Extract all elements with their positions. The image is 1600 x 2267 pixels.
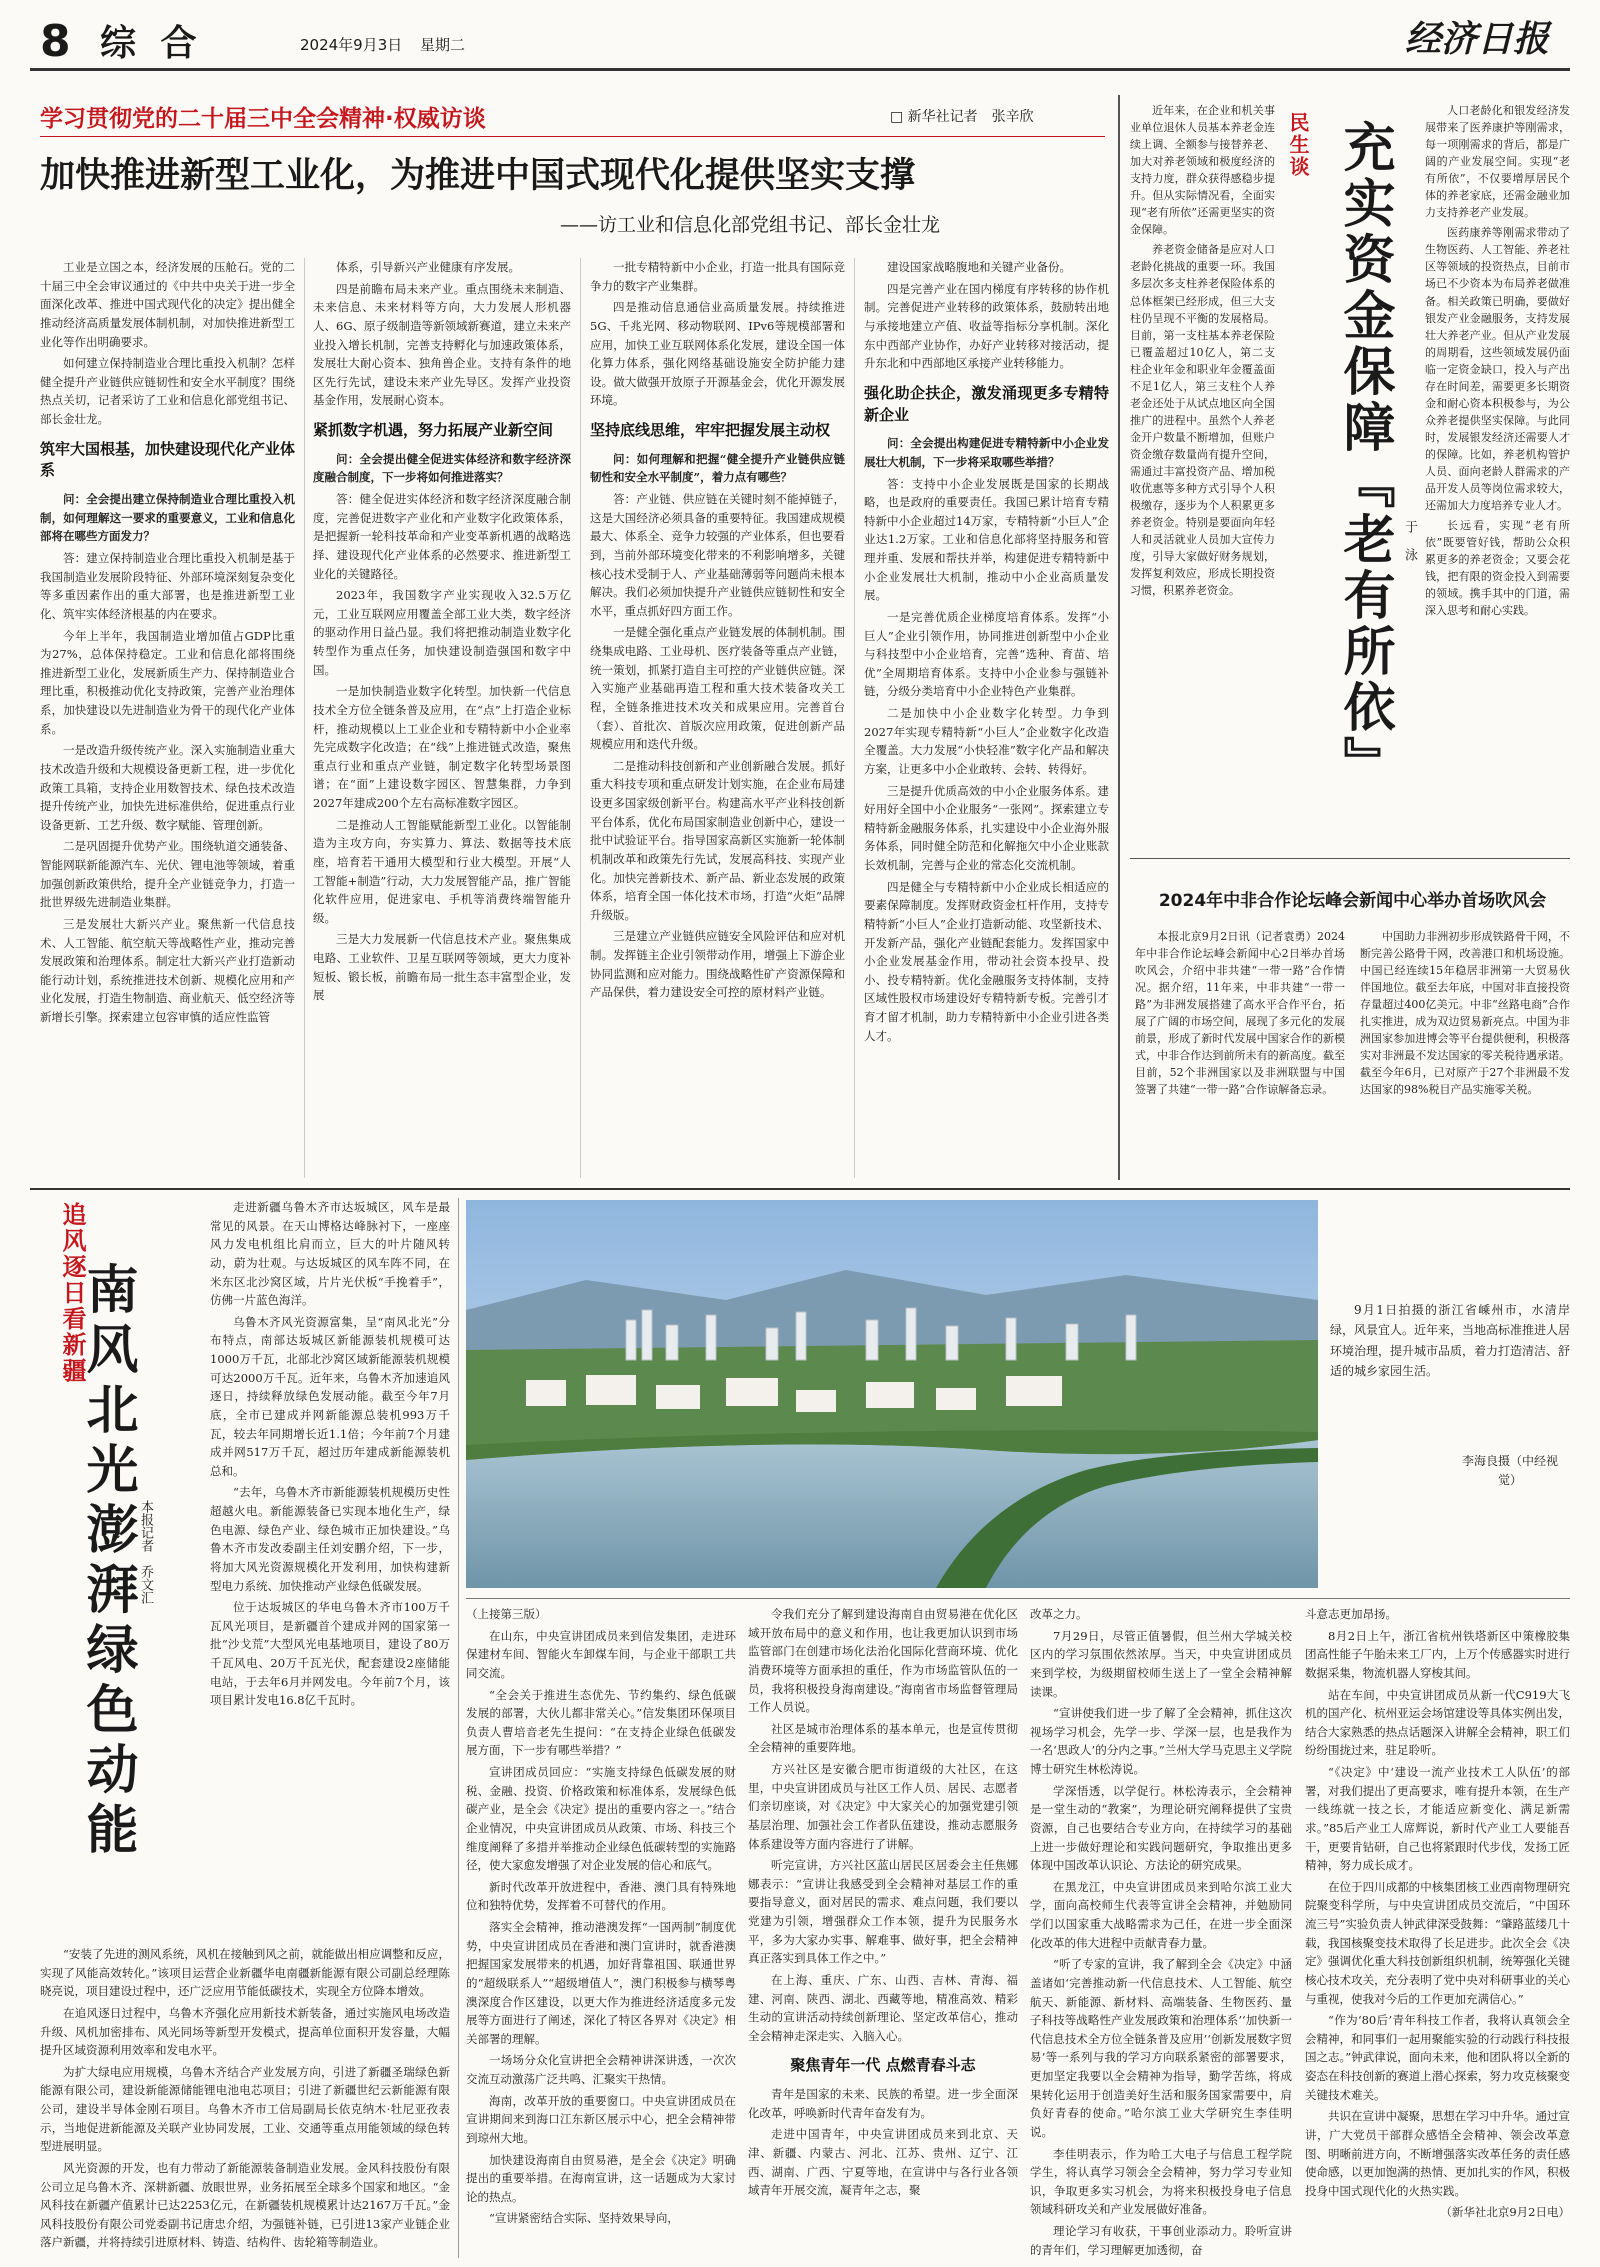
paragraph: 二是推动人工智能赋能新型工业化。以智能制造为主攻方向，夯实算力、算法、数据等技术底座，培育若干通用大模型和行业大模型。开展“人工智能+制造”行动，大力发展智能产品，推广智能化软件应用，促进家电、手机等消费终端智能升级。 bbox=[313, 817, 571, 925]
column-text-b bbox=[1425, 102, 1570, 847]
column-bottom-rule bbox=[1130, 858, 1570, 859]
paragraph: 斗意志更加昂扬。 bbox=[1305, 1607, 1397, 1621]
paragraph: 四是健全与专精特新中小企业成长相适应的要素保障制度。发挥财政资金杠杆作用，支持专精特新“小巨人”企业打造新动能、攻坚新技术、开发新产品，强化产业链配套能力。发挥国家中小企业发展基金作用，带动社会资本投早、投小、投专精特新。优化金融服务支持体制，支持区域性股权市场建设好专精特新专板。完善引才育才留才机制，助力专精特新中小企业引进各类人才。 bbox=[864, 879, 1109, 1043]
paragraph: 答：支持中小企业发展既是国家的长期战略，也是政府的重要责任。我国已累计培育专精特新中小企业超过14万家，专精特新“小巨人”企业达1.2万家。工业和信息化部将坚持服务和管理并重、发展和帮扶并举，构建促进专精特新中小企业发展壮大机制，推动中小企业高质量发展。 bbox=[864, 476, 1109, 603]
paragraph: 长远看，实现“老有所依”既要管好钱，帮助公众积累更多的养老资金；又要会花钱，把有限的资金投入到需要的领域。携手其中的门道，需深入思考和耐心实践。 bbox=[1425, 519, 1570, 618]
paragraph: 答：建立保持制造业合理比重投入机制是基于我国制造业发展阶段特征、外部环境深刻复杂变化等多重因素作出的重大部署，也是推进新型工业化、筑牢实体经济根基的内在要求。 bbox=[40, 551, 295, 621]
paragraph: 为扩大绿电应用规模，乌鲁木齐结合产业发展方向，引进了新疆圣瑞绿色新能源有限公司，建设新能源储能锂电池电芯项目；引进了新疆世纪云新能源有限公司，建设半导体金刚石项目。乌鲁木齐市工信局副局长依克纳木·牡尼亚孜表示，当地促进新能源及关联产业协同发展，工业、交通等重点用能领域的绿色转型进展明显。 bbox=[40, 2064, 450, 2154]
masthead-rule bbox=[30, 68, 1570, 71]
paragraph: 2023年，我国数字产业实现收入32.5万亿元，工业互联网应用覆盖全部工业大类，数字经济的驱动作用日益凸显。我们将把推动制造业数字化转型作为重点任务，加快建设制造强国和数字中国。 bbox=[313, 588, 571, 677]
forum-headline: 2024年中非合作论坛峰会新闻中心举办首场吹风会 bbox=[1158, 891, 1547, 911]
paragraph: 新时代改革开放进程中，香港、澳门具有特殊地位和独特优势，发挥着不可替代的作用。 bbox=[466, 1879, 736, 1913]
column-author: 于 泳 bbox=[1402, 520, 1417, 561]
lead-subtitle: ——访工业和信息化部党组书记、部长金壮龙 bbox=[560, 214, 941, 236]
paragraph: 海南，改革开放的重要窗口。中央宣讲团成员在宣讲期间来到海口江东新区展示中心，把全会精神带到琼州大地。 bbox=[466, 2093, 736, 2145]
continued-column-3 bbox=[1030, 1605, 1292, 2260]
paragraph: 建设国家战略腹地和关键产业备份。 bbox=[887, 260, 1071, 274]
continued-column-1 bbox=[466, 1605, 736, 2260]
lead-column-2 bbox=[313, 258, 571, 1180]
paragraph: 方兴社区是安徽合肥市街道级的大社区，在这里，中央宣讲团成员与社区工作人员、居民、志愿者们亲切座谈，对《决定》中大家关心的加强党建引领基层治理、加强社会工作者队伍建设，推动志愿服务体系建设等方面内容进行了讲解。 bbox=[748, 1762, 1018, 1851]
section-heading: 筑牢大国根基，加快建设现代化产业体系 bbox=[40, 439, 295, 480]
paragraph: “去年，乌鲁木齐市新能源装机规模历史性超越火电。新能源装备已实现本地化生产，绿色电源、绿色产业、绿色城市正加快建设。”乌鲁木齐市发改委副主任刘安鹏介绍，下一步，将加大风光资源规模化开发利用，加快构建新型电力系统、加快推动产业绿色低碳发展。 bbox=[210, 1485, 450, 1593]
paragraph: 宣讲团成员回应：“实施支持绿色低碳发展的财税、金融、投资、价格政策和标准体系，发展绿色低碳产业，是全会《决定》提出的重要内容之一。”结合企业情况，中央宣讲团成员从政策、市场、科技三个维度阐释了多措并举推动企业绿色低碳转型的实施路径，使大家愈发增强了对企业发展的信心和底气。 bbox=[466, 1765, 736, 1873]
lead-top-rule bbox=[40, 136, 1105, 137]
paragraph: “《决定》中‘建设一流产业技术工人队伍’的部署，对我们提出了更高要求，唯有提升本领，在生产一线练就一技之长，才能适应新变化、满足新需求。”85后产业工人席辉说，新时代产业工人要能吾干，更要肯钻研，自己也将紧跟时代步伐，发扬工匠精神，努力成长成才。 bbox=[1305, 1765, 1570, 1873]
paragraph: 在位于四川成都的中核集团核工业西南物理研究院聚变科学所，与中央宣讲团成员交流后，“中国环流三号”实验负责人钟武律深受鼓舞：“肇路蓝缕几十载，我国核聚变技术取得了长足进步。此次全会《决定》强调优化重大科技创新组织机制，统筹强化关键核心技术攻关，充分表明了党中央对科研事业的关心与重视，使我对今后的工作更加充满信心。” bbox=[1305, 1879, 1570, 2006]
lead-column-3 bbox=[590, 258, 845, 1180]
question: 问：全会提出健全促进实体经济和数字经济深度融合制度，下一步将如何推进落实？ bbox=[313, 451, 571, 485]
column-divider bbox=[304, 258, 305, 1178]
question: 问：全会提出建立保持制造业合理比重投入机制，如何理解这一要求的重要意义，工业和信息化部将在哪些方面发力？ bbox=[40, 492, 295, 544]
feature-headline: 南风北光澎湃绿色动能 bbox=[77, 1262, 137, 1862]
paragraph: “作为‘80后’青年科技工作者，我将认真领会全会精神，和同事们一起用聚能实验的行动践行科技报国之志。”钟武律说，面向未来，他和团队将以全新的姿态在科技创新的赛道上潜心探索，努力攻克核聚变关键技术难关。 bbox=[1305, 2013, 1570, 2102]
paragraph: 三是发展壮大新兴产业。聚焦新一代信息技术、人工智能、航空航天等战略性产业，推动完善发展政策和治理体系。制定壮大新兴产业打造新动能行动计划，系统推进技术创新、规模化应用和产业化发展，打造生物制造、商业航天、低空经济等新增长引擎。探索建立包容审慎的适应性监管 bbox=[40, 916, 295, 1024]
paragraph: “宣讲紧密结合实际、坚持效果导向， bbox=[489, 2211, 679, 2226]
caption-text: 9月1日拍摄的浙江省嵊州市，水清岸绿，风景宜人。近年来，当地高标准推进人居环境治理，提升城市品质，着力打造清洁、舒适的城乡家园生活。 bbox=[1330, 1303, 1570, 1379]
right-block-divider bbox=[1118, 95, 1120, 1180]
middle-rule bbox=[30, 1188, 1570, 1190]
feature-text-narrow bbox=[210, 1198, 450, 1938]
question: 问：如何理解和把握“健全提升产业链供应链韧性和安全水平制度”，着力点有哪些？ bbox=[590, 451, 845, 485]
paragraph: 社区是城市治理体系的基本单元，也是宣传贯彻全会精神的重要阵地。 bbox=[748, 1721, 1018, 1755]
paragraph: 听完宣讲，方兴社区蓝山居民区居委会主任焦娜娜表示：“宣讲让我感受到全会精神对基层工作的重要指导意义，面对居民的需求、难点问题，我们要以党建为引领，增强群众工作本领，提升为民服务水平，多为大家办实事、解难事、做好事，把全会精神真正落实到具体工作之中。” bbox=[748, 1858, 1018, 1966]
series-banner: 学习贯彻党的二十届三中全会精神·权威访谈 bbox=[40, 106, 486, 132]
column-text-a bbox=[1130, 102, 1275, 847]
feature-series: 追风逐日看新疆 bbox=[58, 1202, 86, 1384]
continued-marker: （上接第三版） bbox=[466, 1607, 547, 1621]
paragraph: 二是推动科技创新和产业创新融合发展。抓好重大科技专项和重点研发计划实施，在企业布局建设更多国家级创新平台。构建高水平产业科技创新平台体系，优化布局国家制造业创新中心，建设一批中试验证平台。指导国家高新区实施新一轮体制机制改革和政策先行先试，发展高科技、实现产业化。加快完善新技术、新产品、新业态发展的政策体系，培育全国一体化技术市场，打造“火炬”品牌升级版。 bbox=[590, 758, 845, 922]
paragraph: 落实全会精神，推动港澳发挥“一国两制”制度优势，中央宣讲团成员在香港和澳门宣讲时，就香港澳把握国家发展带来的机遇，加好背靠祖国、联通世界的“超级联系人”“超级增值人”，澳门积极参与横琴粤澳深度合作区建设，以更大作为推进经济适度多元发展等方面进行了阐述，深化了特区各界对《决定》相关部署的理解。 bbox=[466, 1920, 736, 2046]
paragraph: 在黑龙江，中央宣讲团成员来到哈尔滨工业大学，面向高校师生代表等宣讲全会精神，并勉励同学们以国家重大战略需求为己任，在进一步全面深化改革的伟大进程中贡献青春力量。 bbox=[1030, 1879, 1292, 1950]
city-photo bbox=[466, 1200, 1318, 1588]
paragraph: 人口老龄化和银发经济发展带来了医养康护等刚需求，每一项刚需求的背后，都是广阔的产业发展空间。实现“老有所依”，不仅要增厚居民个体的养老家底，还需金融业加力支持养老产业发展。 bbox=[1425, 104, 1570, 220]
paragraph: 一是加快制造业数字化转型。加快新一代信息技术全方位全链条普及应用，在“点”上打造企业标杆，推动规模以上工业企业和专精特新中小企业率先完成数字化改造；在“线”上推进链式改造，聚焦重点行业和重点产业链，制定数字化转型场景图谱；在“面”上建设数字园区、智慧集群，力争到2027年建成200个左右高标准数字园区。 bbox=[313, 684, 571, 810]
paragraph: 加快建设海南自由贸易港，是全会《决定》明确提出的重要举措。在海南宣讲，这一话题成为大家讨论的热点。 bbox=[466, 2152, 736, 2204]
paragraph: 二是巩固提升优势产业。围绕轨道交通装备、智能网联新能源汽车、光伏、锂电池等领域，着重加强创新政策供给，提升全产业链竞争力，打造一批世界级先进制造业集群。 bbox=[40, 839, 295, 910]
paragraph: 理论学习有收获，干事创业添动力。聆听宣讲的青年们，学习理解更加透彻，奋 bbox=[1030, 2224, 1292, 2257]
lead-headline: 加快推进新型工业化，为推进中国式现代化提供坚实支撑 bbox=[40, 156, 916, 196]
paragraph: 近年来，在企业和机关事业单位退休人员基本养老金连续上调、全额参与接替养老、加大对养老领域和极度经济的支持力度，群众获得感稳步提升。但从实际情况看，全面实现“老有所依”还需更坚实的资金保障。 bbox=[1130, 104, 1275, 237]
feature-byline: 本报记者 乔文汇 bbox=[138, 1500, 153, 1604]
column-divider bbox=[580, 258, 581, 1178]
paragraph: 工业是立国之本，经济发展的压舱石。党的二十届三中全会审议通过的《中共中央关于进一步全面深化改革、推进中国式现代化的决定》提出健全推动经济高质量发展体制机制，对加快推进新型工业化等作出明确要求。 bbox=[40, 260, 295, 349]
feature-text-wide bbox=[40, 1945, 450, 2255]
photo-credit: 李海良摄（中经视觉） bbox=[1461, 1454, 1558, 1488]
photo-caption bbox=[1330, 1300, 1570, 1450]
paragraph: 中国助力非洲初步形成铁路骨干网，不断完善公路骨干网，改善港口和机场设施。中国已经连续15年稳居非洲第一大贸易伙伴国地位。截至去年底，中国对非直接投资存量超过400亿美元。中非“丝路电商”合作扎实推进，成为双边贸易新亮点。中国为非洲国家参加进博会等平台提供便利，积极落实对非洲最不发达国家的零关税待遇承诺。截至今年6月，已对原产于27个非洲最不发达国家的98%税目产品实施零关税。 bbox=[1360, 930, 1570, 1097]
photo-bottom-rule bbox=[466, 1598, 1570, 1599]
forum-column-2 bbox=[1360, 928, 1570, 1178]
paragraph: 二是加快中小企业数字化转型。力争到2027年实现专精特新“小巨人”企业数字化改造全覆盖。大力发展“小快轻准”数字化产品和解决方案，让更多中小企业敢转、会转、转得好。 bbox=[864, 706, 1109, 776]
paragraph: 四是完善产业在国内梯度有序转移的协作机制。完善促进产业转移的政策体系，鼓励转出地与承接地建立产值、收益等指标分享机制。深化东中西部产业协作，办好产业转移对接活动，提升东北和中西部地区承接产业转移能力。 bbox=[864, 281, 1109, 371]
paragraph: 一是健全强化重点产业链发展的体制机制。围绕集成电路、工业母机、医疗装备等重点产业链，统一策划，抓紧打造自主可控的产业链供应链。深入实施产业基础再造工程和重大技术装备攻关工程，全链条推进技术攻关和成果应用。完善首台（套）、首批次、首版次应用政策，促进创新产品规模应用和迭代升级。 bbox=[590, 625, 845, 752]
paragraph: 8月2日上午，浙江省杭州铁塔新区中策橡胶集团高性能子午胎未来工厂内，上万个传感器实时进行数据采集，物流机器人穿梭其间。 bbox=[1305, 1628, 1570, 1680]
paragraph: 走进中国青年，中央宣讲团成员来到北京、天津、新疆、内蒙古、河北、江苏、贵州、辽宁、江西、湖南、广西、宁夏等地，在宣讲中与各行业各领域青年开展交流，凝青年之志，聚 bbox=[748, 2127, 1018, 2198]
paragraph: 四是推动信息通信业高质量发展。持续推进5G、千兆光网、移动物联网、IPv6等规模部署和应用，加快工业互联网体系化发展，建设全国一体化算力体系，强化网络基础设施安全防护能力建设。做大做强开放原子开源基金会，优化开源发展环境。 bbox=[590, 300, 845, 408]
lead-column-4 bbox=[864, 258, 1109, 1180]
paragraph: 风光资源的开发，也有力带动了新能源装备制造业发展。金风科技股份有限公司立足乌鲁木齐、深耕新疆、放眼世界，业务拓展至全球多个国家和地区。“金风科技在新疆产值累计已达2253亿元，在新疆装机规模累计达2167万千瓦。”金风科技股份有限公司党委副书记唐忠介绍，为强链补链，已引进13家产业链企业落户新疆，并将持续引进原材料、铸造、结构件、齿轮箱等制造业。 bbox=[40, 2160, 450, 2250]
paragraph: 一是改造升级传统产业。深入实施制造业重大技术改造升级和大规模设备更新工程，进一步优化政策工具箱，支持企业用数智技术、绿色技术改造提升传统产业，加快先进标准供给，促进重点行业设备更新、工艺升级、数字赋能、管理创新。 bbox=[40, 743, 295, 832]
paragraph: 学深悟透，以学促行。林松涛表示，全会精神是一堂生动的“教案”，为理论研究阐释提供了宝贵资源，自己也要结合专业方向，在持续学习的基础上进一步做好理论和实践问题研究，争取推出更多体现中国改革认识论、方法论的研究成果。 bbox=[1030, 1783, 1292, 1873]
reporter-line: □ 新华社记者 张辛欣 bbox=[890, 109, 1034, 125]
paragraph: 养老资金储备是应对人口老龄化挑战的重要一环。我国多层次多支柱养老保险体系的总体框架已经形成，但三大支柱仍呈现不平衡的发展格局。目前，第一支柱基本养老保险已覆盖超过10亿人，第二支柱企业年金和职业年金覆盖面不足1亿人，第三支柱个人养老金还处于从试点地区向全国推广的进程中。虽然个人养老金开户数量不断增加，但账户资金缴存数量尚有提升空间，需通过丰富投资产品、增加税收优惠等多种方式引导个人积极缴存，逐步为个人积累更多养老资金。特别是要面向年轻人和灵活就业人员加大宣传力度，引导大家做好财务规划，发挥复利效应，形成长期投资习惯，积累养老资金。 bbox=[1130, 243, 1275, 598]
page-number: 8 bbox=[40, 16, 71, 67]
column-divider bbox=[854, 258, 855, 1178]
paragraph: 体系，引导新兴产业健康有序发展。 bbox=[336, 260, 520, 274]
paragraph: 三是建立产业链供应链安全风险评估和应对机制。发挥链主企业引领带动作用，增强上下游企业协同监测和应对能力。围绕战略性矿产资源保障和产品保供，着力建设安全可控的原材料产业链。 bbox=[590, 929, 845, 1000]
forum-column-1 bbox=[1135, 928, 1345, 1178]
paragraph: 在山东，中央宣讲团成员来到信发集团，走进环保建材车间、智能火车卸煤车间，与企业干部职工共同交流。 bbox=[466, 1628, 736, 1680]
paragraph: 医药康养等刚需求带动了生物医药、人工智能、养老社区等领域的投资热点，目前市场已不少资本为布局养老做准备。相关政策已明确，要做好银发产业金融服务，支持发展壮大养老产业。但从产业发展的周期看，这些领域发展仍面临一定资金缺口，投入与产出存在时间差，需要更多长期资金和耐心资本积极参与，为公众养老提供坚实保障。与此同时，发展银发经济还需要人才的保障。比如，养老机构管护人员、面向老龄人群需求的产品开发人员等岗位需求较大，还需加大力度培养专业人才。 bbox=[1425, 226, 1570, 513]
paragraph: 李佳明表示，作为哈工大电子与信息工程学院学生，将认真学习领会全会精神，努力学习专业知识，争取更多实习机会，为将来积极投身电子信息领域科研攻关和产业发展做好准备。 bbox=[1030, 2146, 1292, 2217]
paragraph: 一批专精特新中小企业，打造一批具有国际竞争力的数字产业集群。 bbox=[590, 260, 845, 293]
bottom-divider bbox=[458, 1198, 459, 2258]
paragraph: 令我们充分了解到建设海南自由贸易港在优化区域开放布局中的意义和作用，也让我更加认识到市场监管部门在创建市场化法治化国际化营商环境、优化消费环境等方面承担的重任，作为市场监管队伍的一员，我将积极投身海南建设。”海南省市场监督管理局工作人员说。 bbox=[748, 1607, 1018, 1715]
issue-weekday: 星期二 bbox=[420, 36, 466, 54]
paragraph: 走进新疆乌鲁木齐市达坂城区，风车是最常见的风景。在天山博格达峰脉衬下，一座座风力发电机组比肩而立，巨大的叶片随风转动，蔚为壮观。与达坂城区的风车阵不同，在米东区北沙窝区域，片片光伏板“手挽着手”，仿佛一片蓝色海洋。 bbox=[210, 1200, 450, 1308]
section-heading: 强化助企扶企，激发涌现更多专精特新企业 bbox=[864, 383, 1109, 424]
paragraph: 四是前瞻布局未来产业。重点围绕未来制造、未来信息、未来材料等方向，大力发展人形机器人、6G、原子级制造等新领域新赛道，建立未来产业投入增长机制，完善支持孵化与加速政策体系，发展壮大耐心资本、独角兽企业。支持有条件的地区先行先试，建设未来产业先导区。发挥产业投资基金作用，发展耐心资本。 bbox=[313, 281, 571, 408]
paragraph: 答：健全促进实体经济和数字经济深度融合制度，完善促进数字产业化和产业数字化政策体系，是把握新一轮科技革命和产业变革新机遇的战略选择、建设现代化产业体系的必然要求、推进新型工业化的关键路径。 bbox=[313, 492, 571, 581]
paragraph: 共识在宣讲中凝聚，思想在学习中升华。通过宣讲，广大党员干部群众感悟全会精神、领会改革意图、明晰前进方向，不断增强落实改革任务的责任感使命感，以更加饱满的热情、更加扎实的作风，积极投身中国式现代化的火热实践。 bbox=[1305, 2109, 1570, 2198]
paragraph: 三是大力发展新一代信息技术产业。聚焦集成电路、工业软件、卫星互联网等领域，更大力度补短板、锻长板，前瞻布局一批生态丰富型企业，发展 bbox=[313, 932, 571, 1003]
continued-column-2 bbox=[748, 1605, 1018, 2260]
column-label: 民生谈 bbox=[1286, 112, 1310, 178]
question: 问：全会提出构建促进专精特新中小企业发展壮大机制，下一步将采取哪些举措？ bbox=[864, 436, 1109, 469]
paragraph: 本报北京9月2日讯（记者袁勇）2024年中非合作论坛峰会新闻中心2日举办首场吹风会，介绍中非共建“一带一路”合作情况。据介绍，11年来，中非共建“一带一路”为非洲发展搭建了高水平合作平台，拓展了广阔的市场空间，展现了多元化的发展前景，形成了新时代发展中国家合作的新模式，中非合作达到前所未有的新高度。截至目前，52个非洲国家以及非洲联盟与中国签署了共建“一带一路”合作谅解备忘录。 bbox=[1135, 930, 1345, 1097]
paragraph: “安装了先进的测风系统，风机在接触到风之前，就能做出相应调整和反应，实现了风能高效转化。”该项目运营企业新疆华电南疆新能源有限公司副总经理陈晓亮说，项目建设过程中，还广泛应用节能低碳技术，实现全方位降本增效。 bbox=[40, 1947, 450, 1999]
paragraph: “全会关于推进生态优先、节约集约、绿色低碳发展的部署，大伙儿都非常关心。”信发集团环保项目负责人曹培音老先生提问：“在支持企业绿色低碳发展方面，下一步有哪些举措？” bbox=[466, 1687, 736, 1758]
lead-column-1 bbox=[40, 258, 295, 1180]
paragraph: “听了专家的宣讲，我了解到全会《决定》中涵盖诸如‘完善推动新一代信息技术、人工智能、航空航天、新能源、新材料、高端装备、生物医药、量子科技等战略性产业发展政策和治理体系’‘加快新一代信息技术全方位全链条普及应用’‘创新发展数字贸易’等一系列与我的学习方向联系紧密的部署要求，更加坚定我要以全会精神为指导，勤学苦练，将成果转化运用于创造美好生活和服务国家需要中，肩负好青春的使命。”哈尔滨工业大学研究生李佳明说。 bbox=[1030, 1957, 1292, 2139]
paragraph: 乌鲁木齐风光资源富集，呈“南风北光”分布特点，南部达坂城区新能源装机规模可达1000万千瓦，北部北沙窝区域新能源装机规模可达2000万千瓦。近年来，乌鲁木齐加速追风逐日，持续释放绿色发展动能。截至今年7月底，全市已建成并网新能源总装机993万千瓦，较去年同期增长近1.1倍；今年前7个月建成并网517万千瓦，超过历年建成新能源装机总和。 bbox=[210, 1314, 450, 1478]
paragraph: 答：产业链、供应链在关键时刻不能掉链子，这是大国经济必须具备的重要特征。我国建成规模最大、体系全、竞争力较强的产业体系，但也要看到，当前外部环境变化带来的不利影响增多，关键核心技术受制于人、产业基础薄弱等问题尚未根本解决。我们必须加快提升产业链供应链韧性和安全水平，重点抓好四方面工作。 bbox=[590, 492, 845, 618]
paragraph: 位于达坂城区的华电乌鲁木齐市100万千瓦风光项目，是新疆首个建成并网的国家第一批“沙戈荒”大型风光电基地项目，建设了80万千瓦风电、20万千瓦光伏，配套建设2座储能电站，于去年6月并网发电。今年前7个月，该项目累计发电16.8亿千瓦时。 bbox=[210, 1600, 450, 1708]
section-heading: 坚持底线思维，牢牢把握发展主动权 bbox=[590, 421, 831, 439]
paragraph: 三是提升优质高效的中小企业服务体系。建好用好全国中小企业服务“一张网”。探索建立专精特新金融服务体系，扎实建设中小企业海外服务体系，同时健全防范和化解拖欠中小企业账款长效机制，完善与企业的常态化交流机制。 bbox=[864, 783, 1109, 872]
city-photo-illustration bbox=[466, 1200, 1318, 1588]
paragraph: 在上海、重庆、广东、山西、吉林、青海、福建、河南、陕西、湖北、西藏等地，精准高效、精彩生动的宣讲活动持续创新理论、坚定改革信心，推动全会精神走深走实、入脑入心。 bbox=[748, 1972, 1018, 2043]
paragraph: 如何建立保持制造业合理比重投入机制？怎样健全提升产业链供应链韧性和安全水平制度？围绕热点关切，记者采访了工业和信息化部党组书记、部长金壮龙。 bbox=[40, 356, 295, 426]
paragraph: 一是完善优质企业梯度培育体系。发挥“小巨人”企业引领作用，协同推进创新型中小企业与科技型中小企业培育，完善“选种、育苗、培优”全周期培育体系。支持中小企业参与强链补链，分级分类培育中小企业特色产业集群。 bbox=[864, 609, 1109, 699]
paragraph: 改革之力。 bbox=[1030, 1607, 1088, 1621]
dateline: （新华社北京9月2日电） bbox=[1440, 2205, 1570, 2220]
section-title: 综 合 bbox=[100, 22, 203, 64]
paragraph: 7月29日，尽管正值暑假，但兰州大学城关校区内的学习氛围依然浓厚。当天，中央宣讲团成员来到学校，为级期留校师生送上了一堂全会精神解读课。 bbox=[1030, 1628, 1292, 1699]
section-heading: 聚焦青年一代 点燃青春斗志 bbox=[790, 2056, 976, 2075]
paragraph: “宣讲使我们进一步了解了全会精神，抓住这次视场学习机会，先学一步、学深一层，也是我作为一名‘思政人’的分内之事。”兰州大学马克思主义学院博士研究生林松涛说。 bbox=[1030, 1706, 1292, 1776]
column-title: 充实资金保障『老有所依』 bbox=[1334, 120, 1394, 792]
paragraph: 今年上半年，我国制造业增加值占GDP比重为27%，总体保持稳定。工业和信息化部将围绕推进新型工业化，发展新质生产力、保持制造业合理比重，积极推动优化支持政策，完善产业治理体系，加快建设以先进制造业为骨干的现代化产业体系。 bbox=[40, 628, 295, 736]
paper-logo: 经济日报 bbox=[1405, 18, 1550, 60]
paragraph: 青年是国家的未来、民族的希望。进一步全面深化改革，呼唤新时代青年奋发有为。 bbox=[748, 2087, 1018, 2120]
paragraph: 一场场分众化宣讲把全会精神讲深讲透，一次次交流互动激荡广泛共鸣、汇聚实干热情。 bbox=[466, 2053, 736, 2086]
continued-column-4 bbox=[1305, 1605, 1570, 2260]
section-heading: 紧抓数字机遇，努力拓展产业新空间 bbox=[313, 421, 554, 439]
issue-date: 2024年9月3日 bbox=[300, 36, 403, 54]
paragraph: 在追风逐日过程中，乌鲁木齐强化应用新技术新装备，通过实施风电场改造升级、风机加密排布、风光同场等新型开发模式，提高单位面积开发容量，大幅提升区域资源利用效率和发电水平。 bbox=[40, 2005, 450, 2058]
paragraph: 站在车间，中央宣讲团成员从新一代C919大飞机的国产化、杭州亚运会场馆建设等具体实例出发，结合大家熟悉的热点话题深入讲解全会精神，职工们纷纷围拢过来，驻足聆听。 bbox=[1305, 1687, 1570, 1758]
